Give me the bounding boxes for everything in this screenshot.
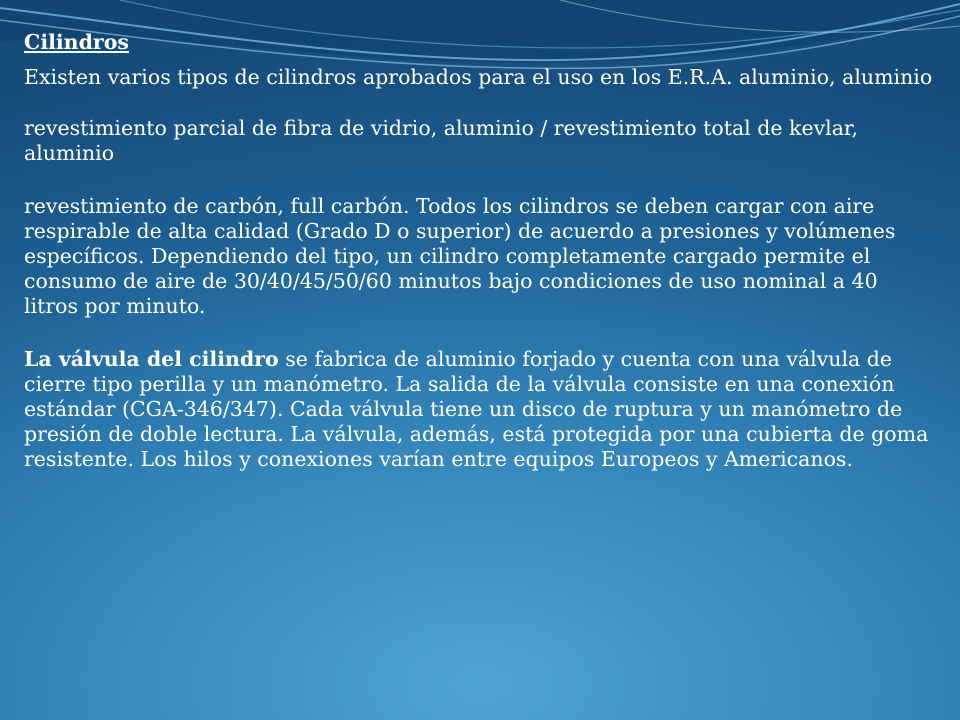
paragraph-valve — [24, 347, 936, 472]
paragraph-carbon-air-capacity: revestimiento de carbón, full carbón. Todos los cilindros se deben cargar con aire respirable de alta calidad (Grado D o superior) de acuerdo a presiones y volúmenes específicos. Dependiendo del tipo, un cilindro completamente cargado permite el consumo de aire de 30/40/45/50/60 minutos bajo condiciones de uso nominal a 40 litros por minuto. — [24, 194, 896, 318]
slide-content — [24, 30, 936, 472]
slide-title: Cilindros — [24, 30, 129, 54]
valve-description: se fabrica de aluminio forjado y cuenta con una válvula de cierre tipo perilla y un manómetro. La salida de la válvula consiste en una conexión estándar (CGA-346/347). Cada válvula tiene un disco de ruptura y un manómetro de presión de doble lectura. La válvula, además, está protegida por una cubierta de goma resistente. Los hilos y conexiones varían entre equipos Europeos y Americanos. — [24, 347, 929, 471]
paragraph-fiberglass-kevlar: revestimiento parcial de fibra de vidrio, aluminio / revestimiento total de kevlar, aluminio — [24, 116, 858, 165]
valve-bold-lead: La válvula del cilindro — [24, 347, 279, 371]
paragraph-cylinder-types: Existen varios tipos de cilindros aprobados para el uso en los E.R.A. aluminio, aluminio — [24, 65, 933, 89]
